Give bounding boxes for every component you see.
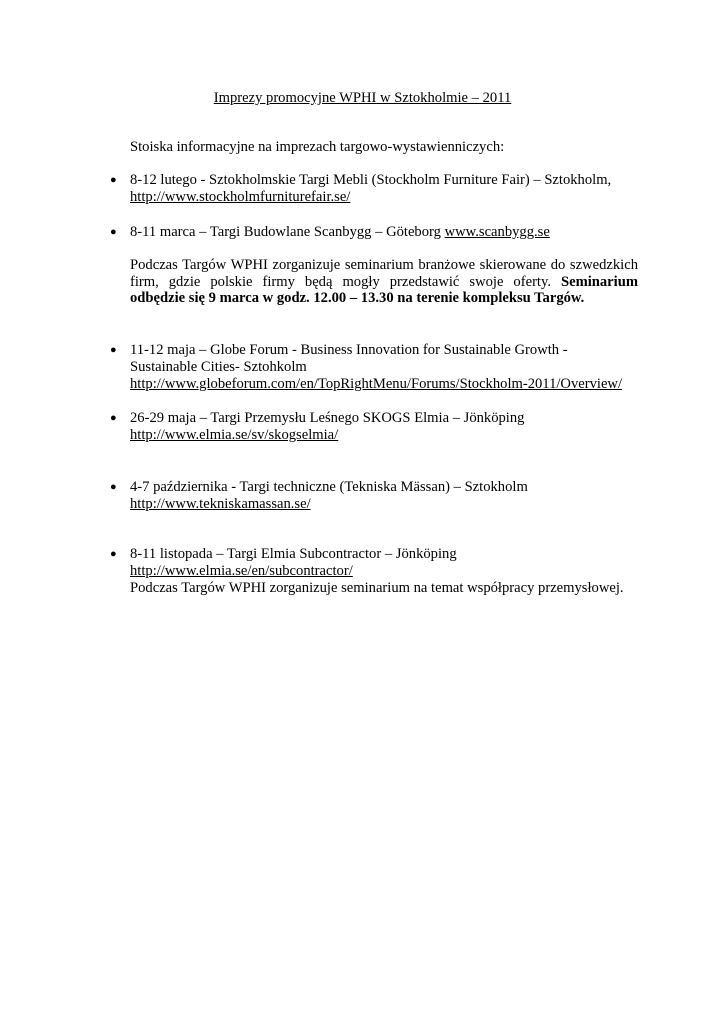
bullet-icon: ● [110, 412, 117, 424]
event-1-title: 8-12 lutego - Sztokholmskie Targi Mebli (Stockholm Furniture Fair) – Sztokholm, [130, 172, 612, 188]
event-4-link[interactable]: http://www.elmia.se/sv/skogselmia/ [130, 427, 339, 443]
bullet-icon: ● [110, 226, 117, 238]
event-4-title: 26-29 maja – Targi Przemysłu Leśnego SKOGS Elmia – Jönköping [130, 410, 525, 426]
event-6-title: 8-11 listopada – Targi Elmia Subcontractor – Jönköping [130, 546, 457, 562]
event-3-subtitle: Sustainable Cities- Sztohkolm [130, 359, 307, 375]
page-title: Imprezy promocyjne WPHI w Sztokholmie – 2011 [213, 90, 512, 106]
event-3-title: 11-12 maja – Globe Forum - Business Innovation for Sustainable Growth - [130, 342, 568, 358]
event-3-link[interactable]: http://www.globeforum.com/en/TopRightMenu/Forums/Stockholm-2011/Overview/ [130, 376, 623, 392]
intro-text: Stoiska informacyjne na imprezach targowo-wystawienniczych: [130, 139, 505, 155]
event-2-link[interactable]: www.scanbygg.se [444, 224, 550, 240]
bullet-icon: ● [110, 344, 117, 356]
event-2-title: 8-11 marca – Targi Budowlane Scanbygg – Göteborg www.scanbygg.se [130, 224, 550, 240]
event-1-link[interactable]: http://www.stockholmfurniturefair.se/ [130, 189, 351, 205]
bullet-icon: ● [110, 548, 117, 560]
event-2-note-bold: Seminarium odbędzie się 9 marca w godz. 12.00 – 13.30 na terenie kompleksu Targów. [130, 273, 638, 306]
event-5-title: 4-7 października - Targi techniczne (Tekniska Mässan) – Sztokholm [130, 479, 528, 495]
event-6-link[interactable]: http://www.elmia.se/en/subcontractor/ [130, 563, 353, 579]
event-6-note: Podczas Targów WPHI zorganizuje seminarium na temat współpracy przemysłowej. [130, 580, 624, 596]
event-2-note: Podczas Targów WPHI zorganizuje seminarium branżowe skierowane do szwedzkich firm, gdzie polskie firmy będą mogły przedstawić swoje oferty. Seminarium odbędzie się 9 marca w godz. 12.00 – 13.30 na terenie kompleksu Targów. [130, 257, 638, 306]
bullet-icon: ● [110, 481, 117, 493]
event-5-link[interactable]: http://www.tekniskamassan.se/ [130, 496, 311, 512]
bullet-icon: ● [110, 174, 117, 186]
